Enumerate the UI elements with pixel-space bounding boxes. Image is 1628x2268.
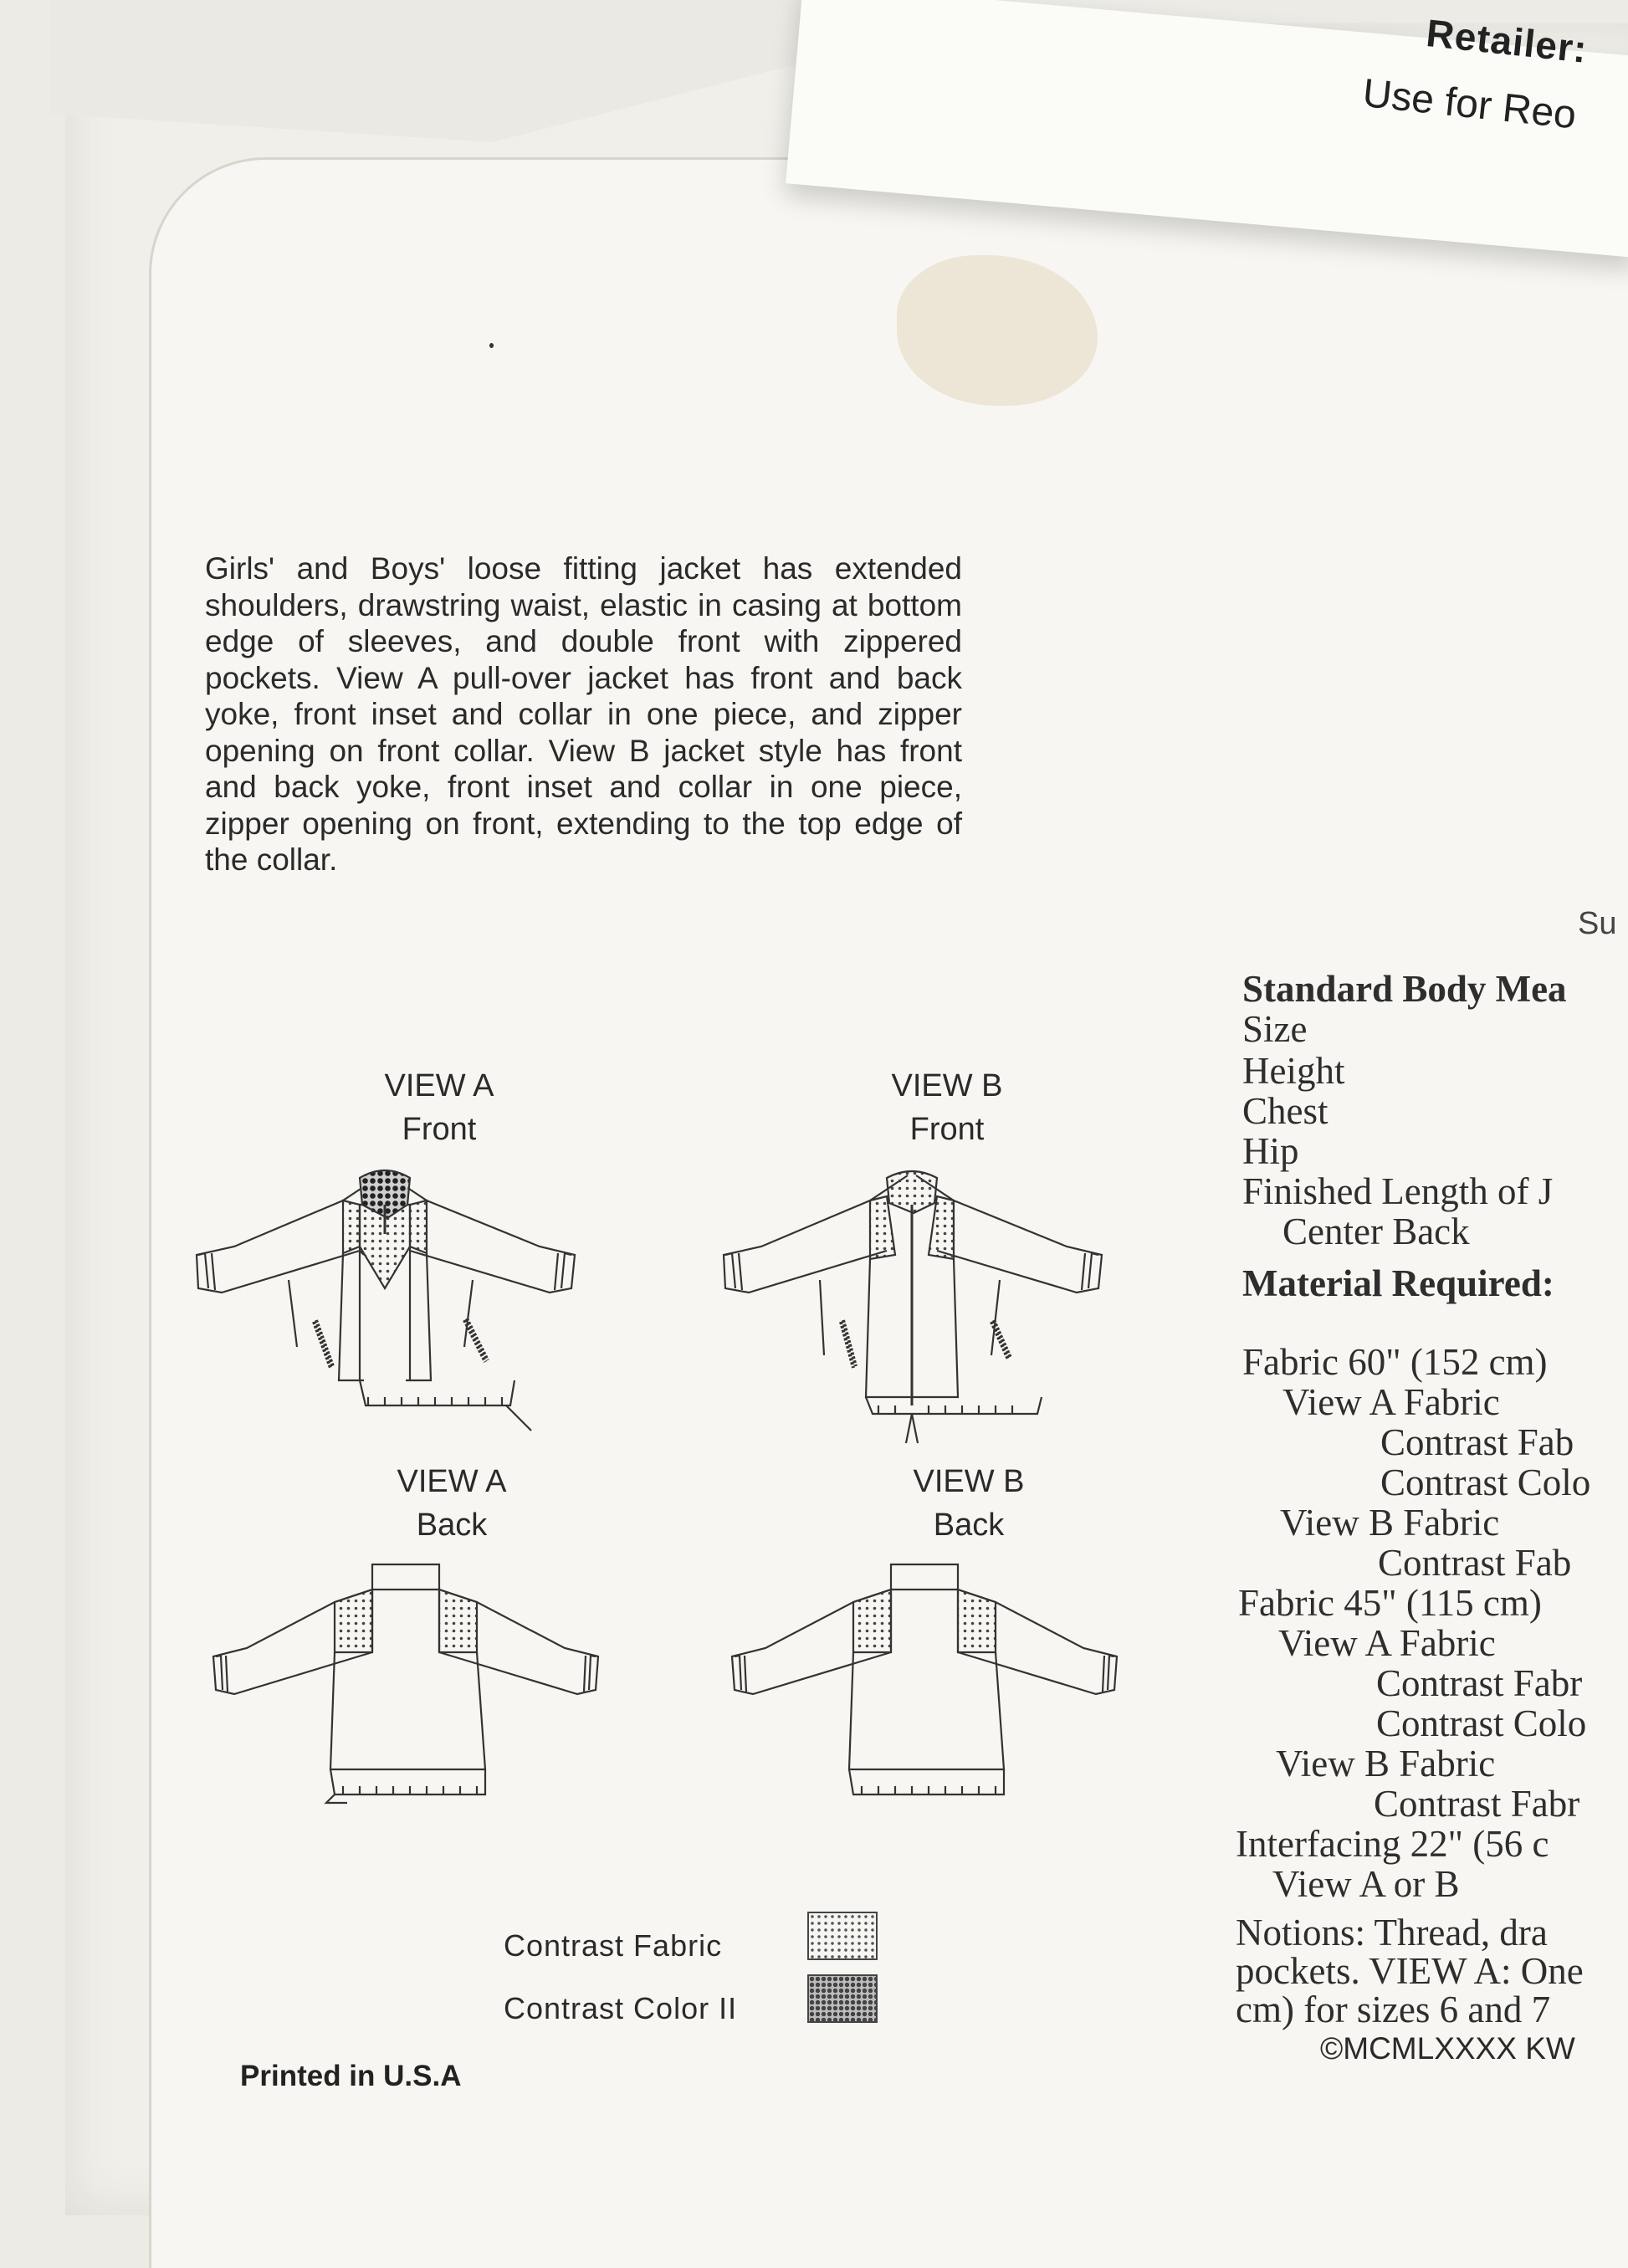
view-b-back-label: VIEW B Back	[913, 1464, 1025, 1543]
legend-contrast-fabric-label: Contrast Fabric	[504, 1928, 723, 1963]
reorder-label: Use for Reo	[1360, 70, 1579, 138]
view-a-front-sketch	[188, 1154, 581, 1439]
body-measurements-heading: Standard Body Mea	[1242, 968, 1567, 1010]
contrast-fabric-45-a: Contrast Fabr	[1376, 1662, 1583, 1704]
view-a-front-label: VIEW A Front	[384, 1068, 494, 1147]
fabric-60-label: Fabric 60" (152 cm)	[1242, 1341, 1548, 1383]
contrast-color-60-a: Contrast Colo	[1380, 1462, 1591, 1503]
view-a-or-b-label: View A or B	[1272, 1863, 1460, 1905]
fabric-45-label: Fabric 45" (115 cm)	[1238, 1582, 1542, 1624]
ink-dot	[489, 343, 494, 348]
view-a-back-sketch	[209, 1552, 602, 1853]
center-back-label: Center Back	[1282, 1211, 1470, 1252]
notions-line-3: cm) for sizes 6 and 7	[1236, 1989, 1551, 2030]
contrast-fabric-60-b: Contrast Fab	[1378, 1542, 1572, 1584]
contrast-fabric-60-a: Contrast Fab	[1380, 1421, 1574, 1463]
view-b-fabric-60: View B Fabric	[1280, 1502, 1500, 1544]
hip-label: Hip	[1242, 1130, 1299, 1172]
contrast-color-45-a: Contrast Colo	[1376, 1702, 1587, 1744]
view-b-front-label: VIEW B Front	[891, 1068, 1003, 1147]
notions-line-2: pockets. VIEW A: One	[1236, 1950, 1584, 1992]
interfacing-label: Interfacing 22" (56 c	[1236, 1823, 1549, 1865]
chest-label: Chest	[1242, 1090, 1329, 1132]
finished-length-label: Finished Length of J	[1242, 1170, 1554, 1212]
size-label: Size	[1242, 1008, 1308, 1050]
printed-in-label: Printed in U.S.A	[240, 2060, 462, 2092]
view-b-back-sketch	[728, 1552, 1121, 1853]
copyright-notice: ©MCMLXXXX KW	[1320, 2031, 1575, 2066]
retailer-label: Retailer:	[1424, 10, 1590, 71]
garment-description: Girls' and Boys' loose fitting jacket has extended shoulders, drawstring waist, elastic in casing at bottom edge of sleeves, and double front with zippered pockets. View A pull-over jacket has front and back yoke, front inset and collar in one piece, and zipper opening on front collar. View B jacket style has front and back yoke, front inset and collar in one piece, zipper opening on front, extending to the top edge of the collar.	[205, 551, 962, 877]
contrast-fabric-swatch	[807, 1912, 878, 1960]
view-b-front-sketch	[715, 1154, 1108, 1456]
view-b-fabric-45: View B Fabric	[1276, 1743, 1496, 1784]
legend-contrast-color-label: Contrast Color II	[504, 1991, 738, 2025]
view-a-fabric-60: View A Fabric	[1282, 1381, 1500, 1423]
notions-line-1: Notions: Thread, dra	[1236, 1912, 1548, 1953]
contrast-color-swatch	[807, 1974, 878, 2023]
view-a-fabric-45: View A Fabric	[1278, 1622, 1496, 1664]
view-a-back-label: VIEW A Back	[397, 1464, 507, 1543]
contrast-fabric-45-b: Contrast Fabr	[1374, 1783, 1580, 1825]
height-label: Height	[1242, 1050, 1345, 1092]
material-required-heading: Material Required:	[1242, 1262, 1554, 1304]
size-header-fragment: Su	[1578, 906, 1617, 941]
